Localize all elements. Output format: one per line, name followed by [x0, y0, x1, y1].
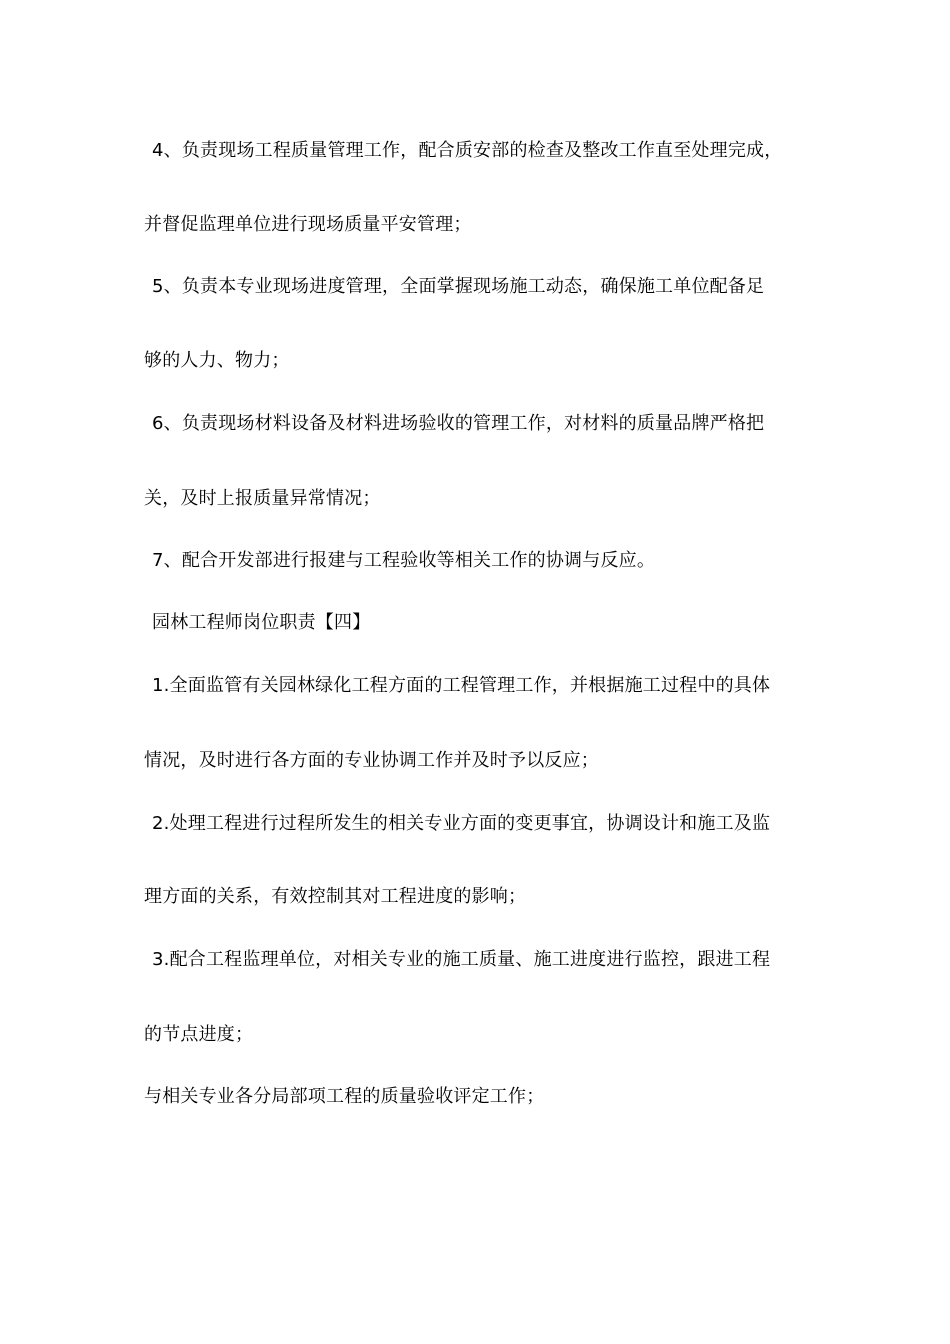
- paragraph-line: 够的人力、物力；: [144, 350, 290, 371]
- paragraph-line: 1.全面监管有关园林绿化工程方面的工程管理工作，并根据施工过程中的具体: [152, 675, 771, 696]
- paragraph-line: 情况，及时进行各方面的专业协调工作并及时予以反应；: [144, 750, 599, 771]
- paragraph-line: 的节点进度；: [144, 1024, 254, 1045]
- paragraph-line: 3.配合工程监理单位，对相关专业的施工质量、施工进度进行监控，跟进工程: [152, 949, 771, 970]
- paragraph-line: 理方面的关系，有效控制其对工程进度的影响；: [144, 886, 527, 907]
- paragraph-line: 4、负责现场工程质量管理工作，配合质安部的检查及整改工作直至处理完成，: [152, 140, 783, 161]
- paragraph-line: 5、负责本专业现场进度管理，全面掌握现场施工动态，确保施工单位配备足: [152, 276, 765, 297]
- section-heading: 园林工程师岗位职责【四】: [152, 612, 371, 633]
- paragraph-line: 2.处理工程进行过程所发生的相关专业方面的变更事宜，协调设计和施工及监: [152, 813, 771, 834]
- paragraph-line: 关，及时上报质量异常情况；: [144, 488, 381, 509]
- paragraph-line: 并督促监理单位进行现场质量平安管理；: [144, 214, 472, 235]
- paragraph-line: 6、负责现场材料设备及材料进场验收的管理工作，对材料的质量品牌严格把: [152, 413, 765, 434]
- paragraph-line: 与相关专业各分局部项工程的质量验收评定工作；: [144, 1086, 545, 1107]
- paragraph-line: 7、配合开发部进行报建与工程验收等相关工作的协调与反应。: [152, 550, 656, 571]
